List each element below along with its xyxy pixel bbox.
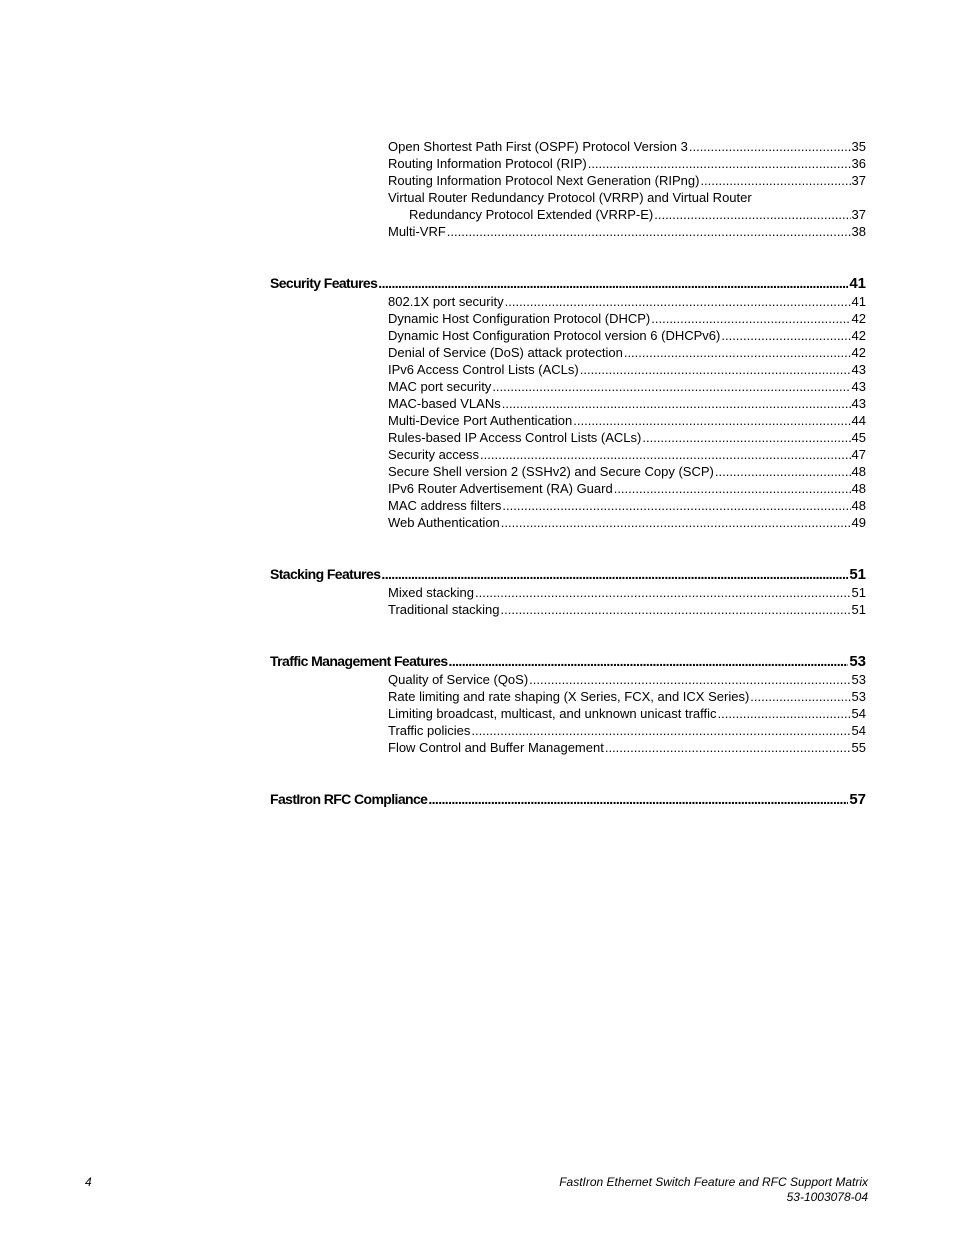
leader-dots — [447, 223, 851, 240]
toc-entry-title: Web Authentication — [388, 515, 500, 530]
leader-dots — [624, 344, 851, 361]
toc-page-number: 57 — [849, 791, 866, 808]
toc-page-number: 37 — [851, 207, 866, 222]
toc-entry-title: MAC address filters — [388, 498, 502, 513]
toc-entry[interactable] — [388, 378, 866, 395]
toc-entry-title: Routing Information Protocol Next Generation (RIPng) — [388, 173, 700, 188]
leader-dots — [614, 480, 851, 497]
toc-entry-title: Rules-based IP Access Control Lists (ACLs) — [388, 430, 642, 445]
toc-entry-multi-vrf[interactable] — [388, 223, 866, 240]
toc-page-number: 45 — [851, 430, 866, 445]
toc-chapter-title: Stacking Features — [270, 566, 381, 582]
leader-dots — [588, 155, 851, 172]
leader-dots — [475, 584, 851, 601]
toc-entry[interactable] — [388, 293, 866, 310]
leader-dots — [471, 722, 850, 739]
toc-page-number: 43 — [851, 362, 866, 377]
toc-entry-title: Open Shortest Path First (OSPF) Protocol Version 3 — [388, 139, 688, 154]
leader-dots — [505, 293, 851, 310]
toc-entry-title: Denial of Service (DoS) attack protection — [388, 345, 623, 360]
toc-page-number: 47 — [851, 447, 866, 462]
toc-page-number: 53 — [851, 672, 866, 687]
leader-dots — [378, 274, 848, 292]
toc-entry[interactable] — [388, 705, 866, 722]
toc-entry[interactable] — [388, 739, 866, 756]
toc-chapter-title: Traffic Management Features — [270, 653, 448, 669]
leader-dots — [651, 310, 850, 327]
toc-page-number: 51 — [851, 602, 866, 617]
toc-entry-title: Traffic policies — [388, 723, 471, 738]
toc-entry-title-continued: Redundancy Protocol Extended (VRRP-E) — [409, 207, 654, 222]
toc-entry-title: Flow Control and Buffer Management — [388, 740, 604, 755]
toc-entry-title: Dynamic Host Configuration Protocol version 6 (DHCPv6) — [388, 328, 721, 343]
leader-dots — [381, 565, 848, 583]
leader-dots — [501, 514, 851, 531]
leader-dots — [428, 790, 848, 808]
toc-page-number: 53 — [851, 689, 866, 704]
footer-document-number: 53-1003078-04 — [786, 1190, 868, 1204]
toc-page-number: 48 — [851, 464, 866, 479]
toc-entry-title: Traditional stacking — [388, 602, 500, 617]
leader-dots — [654, 206, 850, 223]
toc-entry-title: Routing Information Protocol (RIP) — [388, 156, 587, 171]
toc-entry-title: Limiting broadcast, multicast, and unknown unicast traffic — [388, 706, 717, 721]
toc-page-number: 35 — [851, 139, 866, 154]
toc-page-number: 42 — [851, 345, 866, 360]
traffic-subsection-list — [270, 671, 866, 756]
toc-chapter-stacking-features[interactable] — [270, 565, 866, 584]
toc-entry[interactable] — [388, 584, 866, 601]
toc-page-number: 51 — [849, 566, 866, 583]
toc-entry-title: MAC port security — [388, 379, 492, 394]
leader-dots — [573, 412, 850, 429]
toc-page-number: 41 — [849, 275, 866, 292]
toc-entry[interactable] — [388, 446, 866, 463]
leader-dots — [721, 327, 850, 344]
toc-page-number: 41 — [851, 294, 866, 309]
leader-dots — [501, 601, 851, 618]
toc-entry[interactable] — [388, 671, 866, 688]
toc-page-number: 43 — [851, 396, 866, 411]
toc-entry[interactable] — [388, 722, 866, 739]
toc-entry-title: Security access — [388, 447, 480, 462]
toc-entry-title: MAC-based VLANs — [388, 396, 501, 411]
toc-entry[interactable] — [388, 155, 866, 172]
toc-entry[interactable] — [388, 497, 866, 514]
toc-entry-vrrp[interactable] — [388, 189, 866, 223]
toc-page-number: 53 — [849, 653, 866, 670]
leader-dots — [689, 138, 851, 155]
routing-subsection-list — [270, 138, 866, 189]
toc-entry-title: Secure Shell version 2 (SSHv2) and Secure Copy (SCP) — [388, 464, 714, 479]
leader-dots — [718, 705, 851, 722]
toc-page-number: 44 — [851, 413, 866, 428]
toc-page-number: 51 — [851, 585, 866, 600]
toc-page-number: 42 — [851, 311, 866, 326]
toc-page-number: 54 — [851, 706, 866, 721]
toc-chapter-title: FastIron RFC Compliance — [270, 791, 428, 807]
toc-entry-title: Mixed stacking — [388, 585, 474, 600]
toc-entry[interactable] — [388, 412, 866, 429]
toc-entry-title: 802.1X port security — [388, 294, 504, 309]
toc-entry[interactable] — [388, 463, 866, 480]
footer-page-number: 4 — [85, 1175, 92, 1189]
toc-entry[interactable] — [388, 601, 866, 618]
toc-entry[interactable] — [388, 429, 866, 446]
leader-dots — [580, 361, 851, 378]
toc-page-number: 54 — [851, 723, 866, 738]
leader-dots — [502, 497, 850, 514]
toc-entry[interactable] — [388, 310, 866, 327]
security-subsection-list — [270, 293, 866, 531]
toc-chapter-rfc-compliance[interactable] — [270, 790, 866, 809]
leader-dots — [492, 378, 850, 395]
toc-entry[interactable] — [388, 361, 866, 378]
leader-dots — [605, 739, 851, 756]
leader-dots — [480, 446, 850, 463]
toc-page-number: 43 — [851, 379, 866, 394]
leader-dots — [700, 172, 850, 189]
table-of-contents — [270, 138, 866, 809]
toc-entry-title: IPv6 Access Control Lists (ACLs) — [388, 362, 579, 377]
toc-page-number: 38 — [851, 224, 866, 239]
toc-page-number: 37 — [851, 173, 866, 188]
leader-dots — [715, 463, 851, 480]
toc-entry-title: Virtual Router Redundancy Protocol (VRRP) and Virtual Router — [388, 190, 752, 205]
toc-entry-title: Multi-VRF — [388, 224, 446, 239]
toc-page-number: 36 — [851, 156, 866, 171]
toc-entry-title: IPv6 Router Advertisement (RA) Guard — [388, 481, 613, 496]
toc-chapter-title: Security Features — [270, 275, 378, 291]
toc-page-number: 42 — [851, 328, 866, 343]
toc-chapter-traffic-management-features[interactable] — [270, 652, 866, 671]
leader-dots — [642, 429, 850, 446]
toc-page-number: 48 — [851, 481, 866, 496]
toc-entry-title: Rate limiting and rate shaping (X Series, FCX, and ICX Series) — [388, 689, 750, 704]
leader-dots — [529, 671, 850, 688]
toc-entry[interactable] — [388, 514, 866, 531]
leader-dots — [502, 395, 851, 412]
toc-chapter-security-features[interactable] — [270, 274, 866, 293]
toc-entry[interactable] — [388, 138, 866, 155]
footer-document-title: FastIron Ethernet Switch Feature and RFC Support Matrix — [559, 1175, 868, 1189]
toc-entry[interactable] — [388, 480, 866, 497]
leader-dots — [449, 652, 849, 670]
toc-entry-title: Dynamic Host Configuration Protocol (DHCP) — [388, 311, 651, 326]
toc-entry-title: Multi-Device Port Authentication — [388, 413, 573, 428]
toc-entry[interactable] — [388, 172, 866, 189]
toc-entry[interactable] — [388, 344, 866, 361]
leader-dots — [750, 688, 850, 705]
toc-entry[interactable] — [388, 688, 866, 705]
toc-entry-title: Quality of Service (QoS) — [388, 672, 529, 687]
footer-document-info — [559, 1175, 868, 1205]
toc-page-number: 55 — [851, 740, 866, 755]
stacking-subsection-list — [270, 584, 866, 618]
toc-page-number: 48 — [851, 498, 866, 513]
toc-entry[interactable] — [388, 327, 866, 344]
toc-page-number: 49 — [851, 515, 866, 530]
toc-entry[interactable] — [388, 395, 866, 412]
